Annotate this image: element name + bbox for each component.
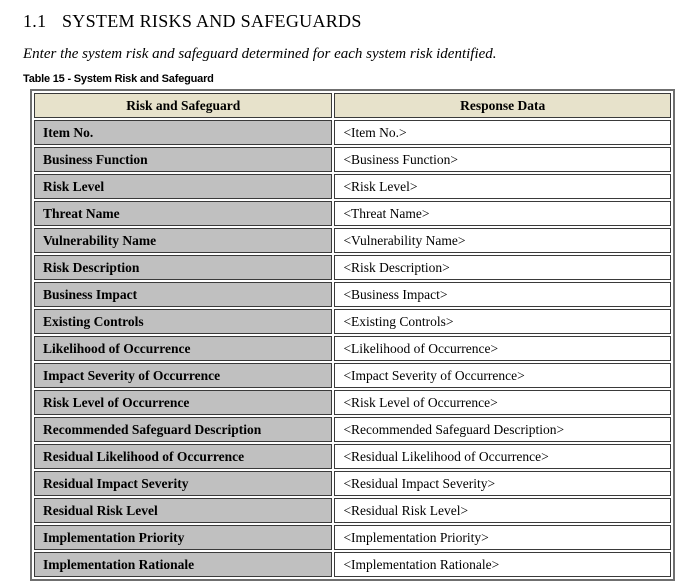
row-value: <Residual Impact Severity> <box>334 471 671 496</box>
table-header-row <box>34 93 671 118</box>
row-value: <Existing Controls> <box>334 309 671 334</box>
table-row <box>34 498 671 523</box>
table-row <box>34 390 671 415</box>
row-label: Vulnerability Name <box>34 228 332 253</box>
row-label: Implementation Priority <box>34 525 332 550</box>
row-label: Residual Risk Level <box>34 498 332 523</box>
table-caption: Table 15 - System Risk and Safeguard <box>23 73 214 86</box>
row-value: <Recommended Safeguard Description> <box>334 417 671 442</box>
table-row <box>34 552 671 577</box>
table-row <box>34 336 671 361</box>
section-heading <box>23 10 678 33</box>
column-header-response-data: Response Data <box>334 93 671 118</box>
row-value: <Implementation Priority> <box>334 525 671 550</box>
column-header-risk-and-safeguard: Risk and Safeguard <box>34 93 332 118</box>
row-value: <Item No.> <box>334 120 671 145</box>
table-row <box>34 282 671 307</box>
section-number: 1.1 <box>23 11 47 31</box>
table-row <box>34 417 671 442</box>
row-label: Business Function <box>34 147 332 172</box>
row-label: Business Impact <box>34 282 332 307</box>
table-row <box>34 309 671 334</box>
table-row <box>34 228 671 253</box>
row-label: Residual Likelihood of Occurrence <box>34 444 332 469</box>
row-label: Risk Description <box>34 255 332 280</box>
row-label: Item No. <box>34 120 332 145</box>
row-value: <Residual Risk Level> <box>334 498 671 523</box>
table-row <box>34 255 671 280</box>
table-row <box>34 120 671 145</box>
row-label: Implementation Rationale <box>34 552 332 577</box>
table-row <box>34 363 671 388</box>
row-value: <Likelihood of Occurrence> <box>334 336 671 361</box>
row-label: Residual Impact Severity <box>34 471 332 496</box>
row-value: <Impact Severity of Occurrence> <box>334 363 671 388</box>
row-label: Risk Level <box>34 174 332 199</box>
section-title: SYSTEM RISKS AND SAFEGUARDS <box>62 11 362 31</box>
row-value: <Residual Likelihood of Occurrence> <box>334 444 671 469</box>
row-label: Recommended Safeguard Description <box>34 417 332 442</box>
table-row <box>34 147 671 172</box>
table-row <box>34 201 671 226</box>
row-label: Impact Severity of Occurrence <box>34 363 332 388</box>
row-value: <Business Impact> <box>334 282 671 307</box>
row-value: <Risk Level> <box>334 174 671 199</box>
instruction-text: Enter the system risk and safeguard determined for each system risk identified. <box>23 45 497 62</box>
row-label: Likelihood of Occurrence <box>34 336 332 361</box>
table-row <box>34 174 671 199</box>
row-label: Risk Level of Occurrence <box>34 390 332 415</box>
row-value: <Threat Name> <box>334 201 671 226</box>
table-row <box>34 444 671 469</box>
table-row <box>34 525 671 550</box>
risk-safeguard-table <box>30 89 675 581</box>
row-label: Threat Name <box>34 201 332 226</box>
row-value: <Implementation Rationale> <box>334 552 671 577</box>
table-row <box>34 471 671 496</box>
row-value: <Vulnerability Name> <box>334 228 671 253</box>
row-value: <Risk Description> <box>334 255 671 280</box>
row-label: Existing Controls <box>34 309 332 334</box>
row-value: <Risk Level of Occurrence> <box>334 390 671 415</box>
row-value: <Business Function> <box>334 147 671 172</box>
